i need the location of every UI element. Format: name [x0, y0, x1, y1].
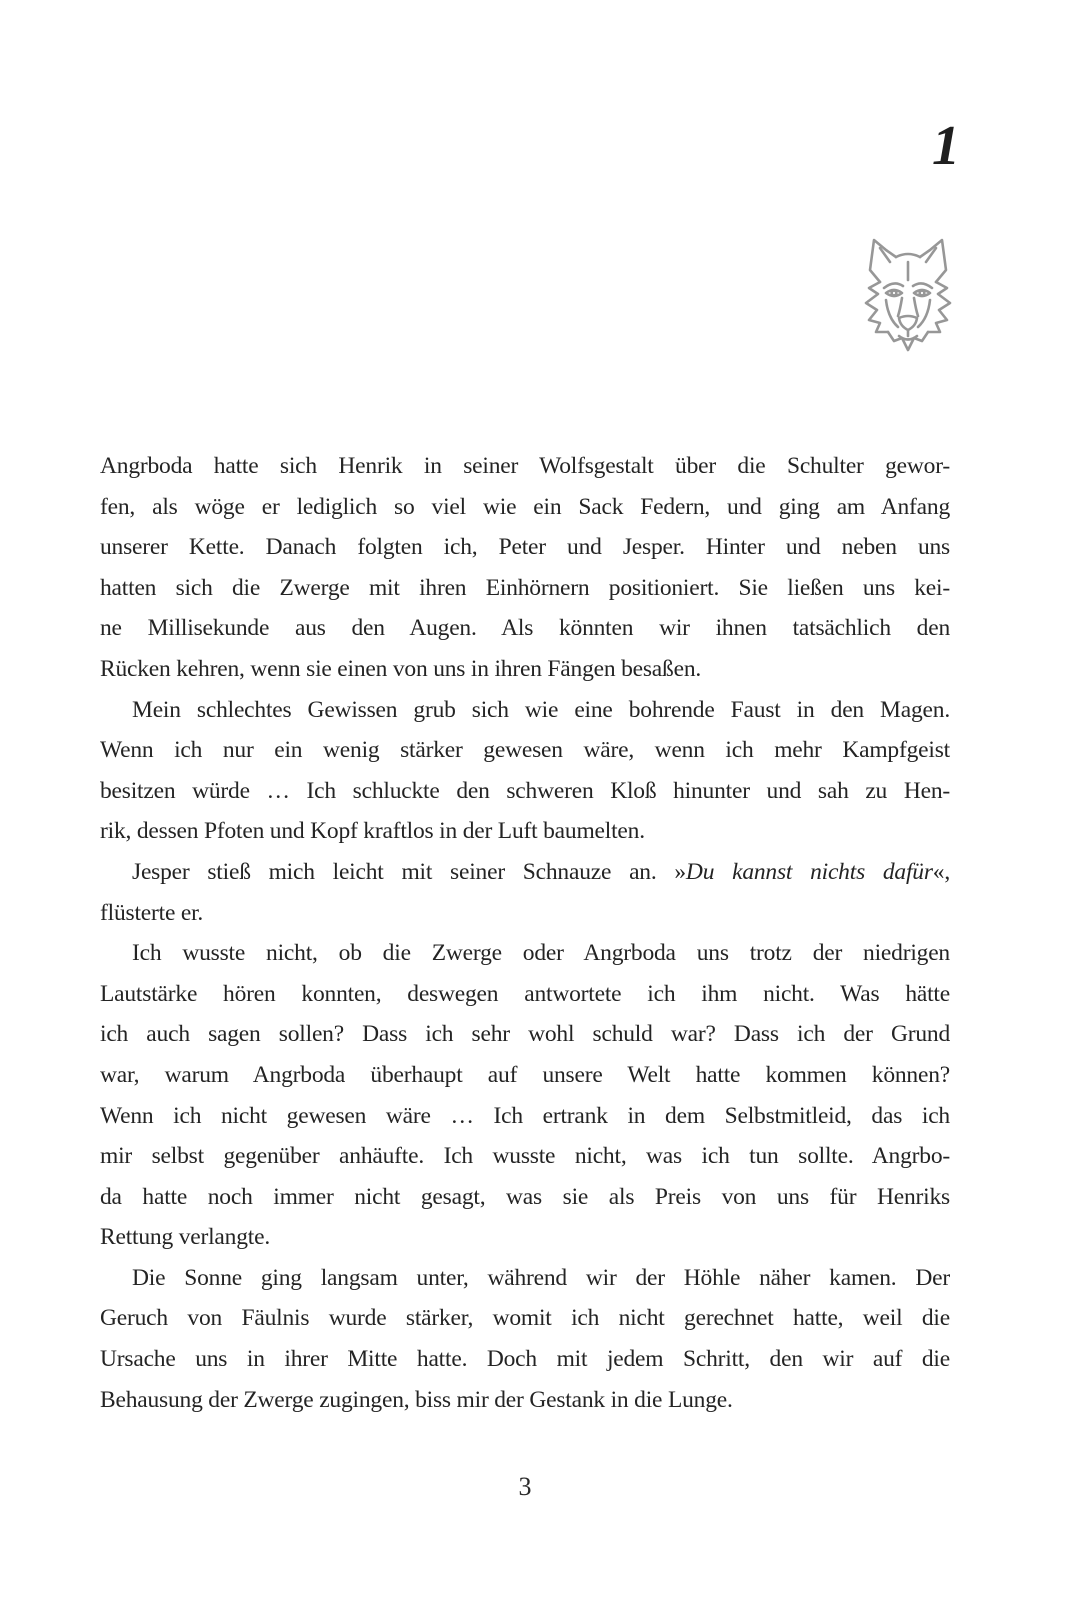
text-block: [100, 446, 950, 1420]
text-segment: hatten sich die Zwerge mit ihren Einhörnern positioniert. Sie ließen uns kei-: [100, 574, 950, 601]
text-segment: ne Millisekunde aus den Augen. Als könnten wir ihnen tatsächlich den: [100, 615, 950, 642]
text-line: [100, 1258, 950, 1299]
text-segment: Angrboda hatte sich Henrik in seiner Wolfsgestalt über die Schulter gewor-: [100, 453, 950, 479]
text-segment: Die Sonne ging langsam unter, während wir der Höhle näher kamen. Der: [132, 1264, 950, 1291]
text-line: [100, 527, 950, 568]
text-line: [100, 608, 950, 649]
text-segment: Ursache uns in ihrer Mitte hatte. Doch mit jedem Schritt, den wir auf die: [100, 1346, 950, 1373]
text-line: [100, 568, 950, 609]
text-line: [100, 1177, 950, 1218]
text-segment: Behausung der Zwerge zugingen, biss mir der Gestank in die Lunge.: [100, 1386, 733, 1413]
quoted-speech-italic: Du kannst nichts dafür: [685, 858, 933, 885]
text-line: [100, 446, 950, 487]
text-line: [100, 730, 950, 771]
text-line: [100, 1380, 950, 1421]
text-line: [100, 974, 950, 1015]
text-line: [100, 1096, 950, 1137]
text-line: [100, 487, 950, 528]
text-line: [100, 852, 950, 893]
wolf-head-icon: [856, 226, 960, 356]
text-line: [100, 1339, 950, 1380]
text-segment: fen, als wöge er lediglich so viel wie ein Sack Federn, und ging am Anfang: [100, 493, 950, 520]
text-segment: Wenn ich nur ein wenig stärker gewesen wäre, wenn ich mehr Kampfgeist: [100, 737, 950, 764]
text-segment: unserer Kette. Danach folgten ich, Peter und Jesper. Hinter und neben uns: [100, 534, 950, 561]
text-segment: rik, dessen Pfoten und Kopf kraftlos in der Luft baumelten.: [100, 818, 645, 845]
text-line: [100, 893, 950, 934]
text-segment: Mein schlechtes Gewissen grub sich wie eine bohrende Faust in den Magen.: [132, 696, 950, 723]
text-segment: Lautstärke hören konnten, deswegen antwortete ich ihm nicht. Was hätte: [100, 980, 950, 1007]
text-line: [100, 811, 950, 852]
text-segment: Rücken kehren, wenn sie einen von uns in ihren Fängen besaßen.: [100, 655, 702, 682]
text-line: [100, 1136, 950, 1177]
text-line: [100, 933, 950, 974]
text-segment: besitzen würde … Ich schluckte den schweren Kloß hinunter und sah zu Hen-: [100, 777, 950, 804]
text-segment: flüsterte er.: [100, 899, 204, 926]
text-line: [100, 649, 950, 690]
text-segment: war, warum Angrboda überhaupt auf unsere Welt hatte kommen können?: [100, 1061, 950, 1088]
text-line: [100, 771, 950, 812]
text-segment: Geruch von Fäulnis wurde stärker, womit ich nicht gerechnet hatte, weil die: [100, 1305, 950, 1332]
text-line: [100, 1014, 950, 1055]
text-line: [100, 690, 950, 731]
text-segment: Rettung verlangte.: [100, 1224, 270, 1251]
text-segment: Jesper stieß mich leicht mit seiner Schnauze an. »: [132, 858, 686, 885]
text-segment: Wenn ich nicht gewesen wäre … Ich ertrank in dem Selbstmitleid, das ich: [100, 1102, 950, 1129]
text-line: [100, 1217, 950, 1258]
chapter-number: 1: [932, 115, 960, 177]
text-line: [100, 1298, 950, 1339]
text-line: [100, 1055, 950, 1096]
text-segment: Ich wusste nicht, ob die Zwerge oder Angrboda uns trotz der niedrigen: [132, 940, 950, 967]
text-segment: da hatte noch immer nicht gesagt, was sie als Preis von uns für Henriks: [100, 1183, 950, 1210]
text-segment: «,: [932, 858, 951, 885]
text-segment: mir selbst gegenüber anhäufte. Ich wusste nicht, was ich tun sollte. Angrbo-: [100, 1143, 950, 1170]
page-number: 3: [518, 1472, 532, 1501]
text-segment: ich auch sagen sollen? Dass ich sehr wohl schuld war? Dass ich der Grund: [100, 1021, 950, 1048]
